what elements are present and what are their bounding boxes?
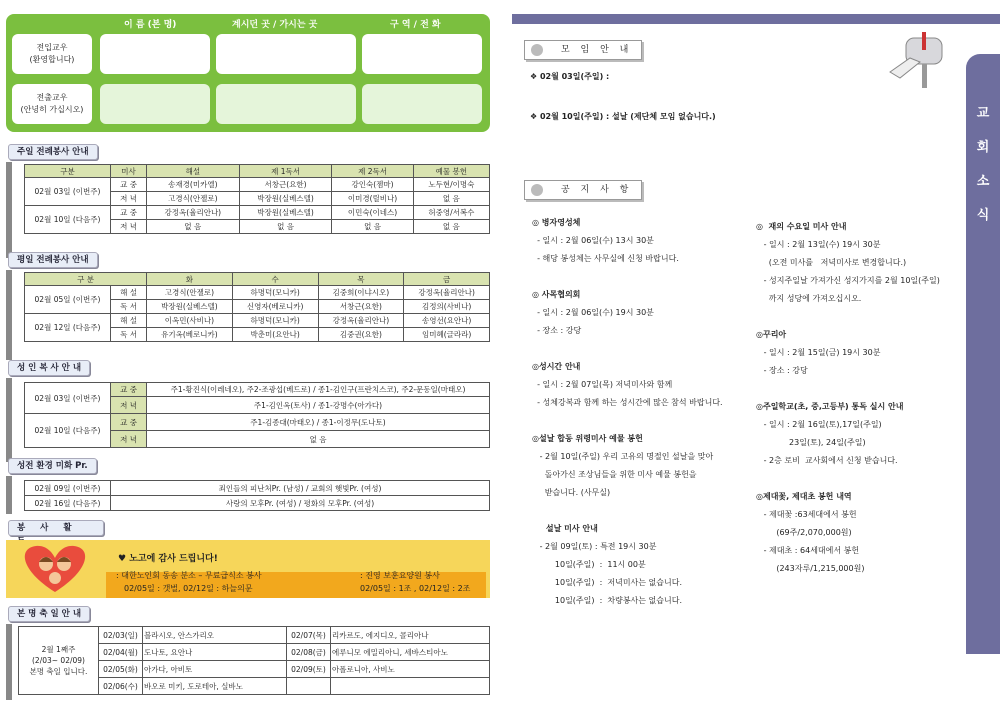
table-row: 02월 05일 (이번주) 해 설 고경식(안젤로) 하명덕(모니카) 김중희(이냐시오) 강정옥(율리안나) [25, 286, 490, 300]
notice-line: - 성체강복과 함께 하는 성시간에 많은 참석 바랍니다. [532, 398, 723, 407]
transfer-out-area [362, 84, 482, 124]
notice-line [532, 412, 752, 430]
notice-line: - 제대꽃 :63세대에서 봉헌 [756, 510, 857, 519]
service-right-2: 02/05일 : 1조 , 02/12일 : 2조 [360, 584, 471, 593]
notice-line: 10일(주일) : 차량봉사는 없습니다. [532, 596, 682, 605]
notice-line: - 일시 : 2월 16일(토),17일(주일) [756, 420, 882, 429]
notice-line: ◎성시간 안내 [532, 362, 581, 371]
service-strip [106, 572, 486, 598]
right-page [512, 14, 1000, 700]
notice-line [532, 340, 752, 358]
transfer-in-area [362, 34, 482, 74]
table-row: 저 녁 고경식(안젤로) 박장원(실베스텔) 이미경(릴비나) 없 음 [25, 192, 490, 206]
notice-line: ◎꾸리아 [756, 330, 787, 339]
area-header: 구 역 / 전 화 [390, 20, 441, 30]
notice-line: - 일시 : 2월 13일(수) 19시 30분 [756, 240, 881, 249]
place-header: 계시던 곳 / 가시는 곳 [232, 20, 318, 30]
sunday-table: 구분 미사 해설 제 1독서 제 2독서 예물 봉헌 02월 03일 (이번주) 교 중 송재경(미카엘) 서창근(요한) 강인숙(젬마) 노두현/이명숙 저 녁 고경식(안젤로) 박장원(실베스텔) 이미경(릴비나) 없 음 02월 10일 (다음주) 교 중 강정옥(율리안나) 박장원(실베스텔) 이민숙(이네스) 허중영/서복수 저 녁 없 음 없 음 없 음 없 음 [24, 164, 490, 234]
transfer-box [6, 14, 490, 132]
notice-line: ◎ 병자영성체 [532, 218, 581, 227]
notice-line: - 장소 : 강당 [756, 366, 808, 375]
notice-line: ◎ 사목협의회 [532, 290, 581, 299]
service-title: 봉 사 활 [8, 520, 104, 536]
notice-line: 돌아가신 조상님들을 위한 미사 예물 봉헌을 [532, 470, 697, 479]
service-panel [6, 540, 490, 598]
family-illustration-icon [10, 540, 100, 598]
notice-line [756, 470, 962, 488]
table-row: 02월 16일 (다음주) 사랑의 모후Pr. (여성) / 평화의 모후Pr. (여성) [25, 496, 490, 511]
mailbox-icon [886, 32, 956, 92]
side-char-1: 교 [976, 106, 990, 121]
altar-title: 성 인 복 사 안 내 [8, 360, 90, 376]
side-tab [966, 54, 1000, 654]
notice-line: ◎주일학교(초, 중,고등부) 통독 실시 안내 [756, 402, 904, 411]
thanks-text: ♥ 노고에 감사 드립니다! [118, 554, 218, 564]
bullet-icon [531, 184, 543, 196]
weekday-table: 구 분 화 수 목 금 02월 05일 (이번주) 해 설 고경식(안젤로) 하명덕(모니카) 김중희(이냐시오) 강정옥(율리안나) 독 서 박장원(실베스텔) 신영자(베로니카) 서창근(요한) 김정의(사비나) 02월 12일 (다음주) 해 설 이옥민(사비나) 하명덕(모니카) 강정옥(율리안나) 송영선(요안나) 독 서 유기옥(베로니카) 박춘미(요안나) 김중권(요한) 임미혜(글라라) [24, 272, 490, 342]
transfer-in-label: 전입교우 (환영합니다) [12, 34, 92, 74]
table-row: 02월 09일 (이번주) 죄인들의 피난처Pr. (남성) / 교회의 햇빛Pr. (여성) [25, 481, 490, 496]
notice-line: - 일시 : 2월 07일(목) 저녁미사와 함께 [532, 380, 673, 389]
table-row: 02월 10일 (다음주) 교 중 강정옥(율리안나) 박장원(실베스텔) 이민숙(이네스) 허중영/서복수 [25, 206, 490, 220]
table-row: 02/06(수) 바오로 미키, 도로테아, 실바노 [19, 678, 490, 695]
adult-title: 성전 환경 미화 Pr. [8, 458, 97, 474]
altar-table [24, 382, 490, 448]
feast-bar [6, 624, 12, 700]
notice-line: 까지 성당에 가져오십시오. [756, 294, 862, 303]
notice-line [532, 268, 752, 286]
notice-line [532, 502, 752, 520]
name-header: 이 름 (본 명) [124, 20, 177, 30]
notice-line: - 일시 : 2월 15일(금) 19시 30분 [756, 348, 881, 357]
notice-right-column [756, 218, 962, 578]
notice-line: (243자루/1,215,000원) [756, 564, 865, 573]
table-row: 독 서 유기옥(베로니카) 박춘미(요안나) 김중권(요한) 임미혜(글라라) [25, 328, 490, 342]
notice-line: - 성지주일날 가져가신 성지가지를 2월 10일(주일) [756, 276, 940, 285]
table-row: 저 녁 주1-김인옥(토사) / 종1-강명수(아가다) [25, 397, 490, 414]
service-right-1: : 진영 보훈요양원 봉사 [360, 571, 440, 580]
side-char-3: 소 [976, 174, 990, 189]
side-char-2: 회 [976, 140, 990, 155]
table-row: 02/05(화) 아가다, 아비토 02/09(토) 아폴로니아, 사비노 [19, 661, 490, 678]
notice-line: (69주/2,070,000원) [756, 528, 852, 537]
notice-line [756, 380, 962, 398]
adult-bar [6, 476, 12, 514]
notice-line: 10일(주일) : 11시 00분 [532, 560, 646, 569]
top-band [512, 14, 1000, 24]
notice-line: - 제대초 : 64세대에서 봉헌 [756, 546, 860, 555]
weekday-bar [6, 270, 12, 360]
meeting-line-2: ❖ 02월 10일(주일) : 설날 (제단체 모임 없습니다.) [530, 112, 716, 121]
feast-title: 본 명 축 일 안 내 [8, 606, 90, 622]
notice-line: - 2월 09일(토) : 특전 19시 30분 [532, 542, 657, 551]
notice-line: 23일(토), 24일(주일) [756, 438, 866, 447]
notice-line: - 해당 봉성체는 사무실에 신청 바랍니다. [532, 254, 679, 263]
notice-line: - 2월 10일(주일) 우리 고유의 명절인 설날을 맞아 [532, 452, 714, 461]
table-row: 저 녁 없 음 없 음 없 음 없 음 [25, 220, 490, 234]
transfer-in-name [100, 34, 210, 74]
notice-line: - 일시 : 2월 06일(수) 19시 30분 [532, 308, 654, 317]
notice-title: 공 지 사 항 [524, 180, 642, 200]
notice-line [756, 308, 962, 326]
table-row: 저 녁 없 음 [25, 431, 490, 448]
table-row: 독 서 박장원(실베스텔) 신영자(베로니카) 서창근(요한) 김정의(사비나) [25, 300, 490, 314]
notice-line: ◎제대꽃, 제대초 봉헌 내역 [756, 492, 852, 501]
left-page [6, 14, 490, 700]
transfer-out-label: 전출교우 (안녕히 가십시오) [12, 84, 92, 124]
notice-line: 설날 미사 안내 [532, 524, 598, 533]
notice-line: - 일시 : 2월 06일(수) 13시 30분 [532, 236, 654, 245]
table-row: 2월 1째주 (2/03~ 02/09) 본명 축일 입니다. 02/03(일) 블라시오, 안스가리오 02/07(목) 리카르도, 에지디오, 콜리아나 [19, 627, 490, 644]
table-row: 02/04(월) 도나토, 요안나 02/08(금) 에루니모 에밀리아니, 세바스티아노 [19, 644, 490, 661]
notice-line: - 2층 로비 교사회에서 신청 받습니다. [756, 456, 898, 465]
side-char-4: 식 [976, 208, 990, 223]
notice-line: (오전 미사를 저녁미사로 변경합니다.) [756, 258, 907, 267]
service-left-1: : 대한노인회 동송 분소 – 무료급식소 봉사 [116, 571, 262, 580]
transfer-out-place [216, 84, 356, 124]
notice-line: ◎설날 합동 위령미사 예물 봉헌 [532, 434, 643, 443]
adult-table [24, 480, 490, 511]
notice-line: - 장소 : 강당 [532, 326, 582, 335]
transfer-out-name [100, 84, 210, 124]
table-row: 02월 03일 (이번주) 교 중 주1-황진식(이레네오), 주2-조광섭(베드로) / 종1-김인구(프란치스코), 주2-문동일(마태오) [25, 383, 490, 397]
service-left-2: 02/05일 : 갯벌, 02/12일 : 하늘의문 [124, 584, 253, 593]
sunday-bar [6, 162, 12, 258]
sunday-title: 주일 전례봉사 안내 [8, 144, 98, 160]
meeting-line-1: ❖ 02월 03일(주일) : [530, 72, 610, 81]
feast-table [18, 626, 490, 695]
table-row: 02월 12일 (다음주) 해 설 이옥민(사비나) 하명덕(모니카) 강정옥(율리안나) 송영선(요안나) [25, 314, 490, 328]
meeting-title: 모 임 안 내 [524, 40, 642, 60]
table-row: 02월 03일 (이번주) 교 중 송재경(미카엘) 서창근(요한) 강인숙(젬마) 노두현/이명숙 [25, 178, 490, 192]
altar-bar [6, 378, 12, 462]
notice-line: ◎ 재의 수요일 미사 안내 [756, 222, 847, 231]
notice-line: 10일(주일) : 저녁미사는 없습니다. [532, 578, 682, 587]
weekday-title: 평일 전례봉사 안내 [8, 252, 98, 268]
bullet-icon [531, 44, 543, 56]
notice-line: 받습니다. (사무실) [532, 488, 611, 497]
table-row: 02월 10일 (다음주) 교 중 주1-김종대(마태오) / 종1-이정무(도나토) [25, 414, 490, 431]
transfer-in-place [216, 34, 356, 74]
notice-left-column [532, 214, 752, 610]
